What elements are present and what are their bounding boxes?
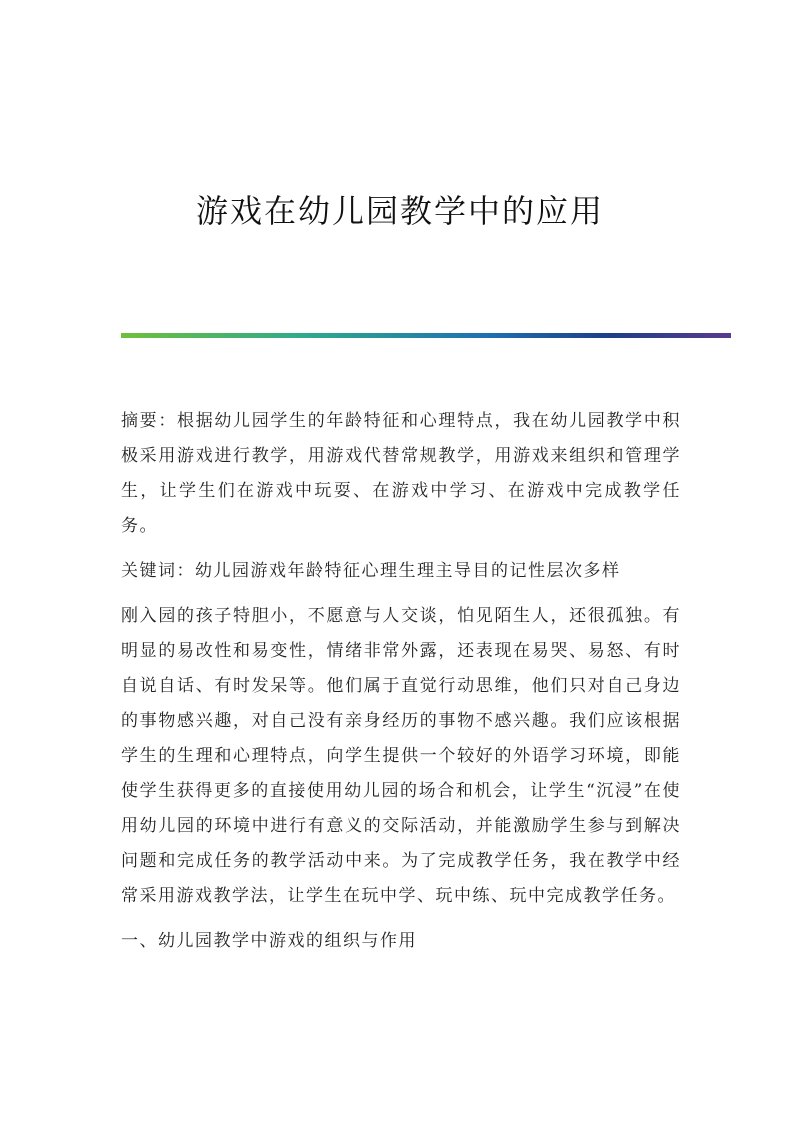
document-title: 游戏在幼儿园教学中的应用 <box>195 192 604 230</box>
keywords-line: 关键词：幼儿园游戏年龄特征心理生理主导目的记性层次多样 <box>121 561 621 581</box>
title-divider <box>121 333 731 338</box>
abstract-paragraph: 摘要：根据幼儿园学生的年龄特征和心理特点，我在幼儿园教学中积极采用游戏进行教学，用游戏代替常规教学，用游戏来组织和管理学生，让学生们在游戏中玩耍、在游戏中学习、在游戏中完成教学任务。 <box>121 411 681 536</box>
section-heading: 一、幼儿园教学中游戏的组织与作用 <box>121 931 417 951</box>
document-body <box>121 404 681 959</box>
body-paragraph: 刚入园的孩子特胆小，不愿意与人交谈，怕见陌生人，还很孤独。有明显的易改性和易变性，情绪非常外露，还表现在易哭、易怒、有时自说自话、有时发呆等。他们属于直觉行动思维，他们只对自己身边的事物感兴趣，对自己没有亲身经历的事物不感兴趣。我们应该根据学生的生理和心理特点，向学生提供一个较好的外语学习环境，即能使学生获得更多的直接使用幼儿园的场合和机会，让学生“沉浸”在使用幼儿园的环境中进行有意义的交际活动，并能激励学生参与到解决问题和完成任务的教学活动中来。为了完成教学任务，我在教学中经常采用游戏教学法，让学生在玩中学、玩中练、玩中完成教学任务。 <box>121 606 681 906</box>
